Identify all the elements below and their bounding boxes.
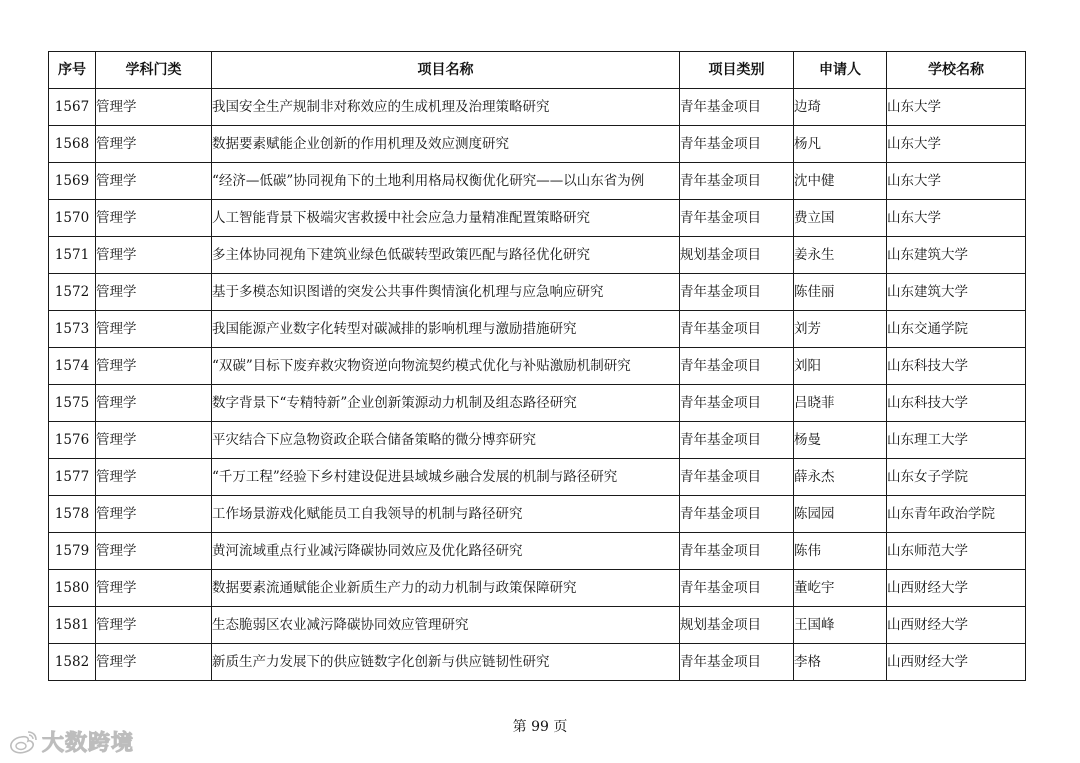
cell-serial-number: 1577: [49, 459, 96, 496]
cell-applicant: 费立国: [794, 200, 887, 237]
table-row: [49, 570, 1026, 607]
cell-discipline: 管理学: [96, 385, 212, 422]
cell-school-name: 山东交通学院: [887, 311, 1026, 348]
cell-discipline: 管理学: [96, 459, 212, 496]
cell-applicant: 杨凡: [794, 126, 887, 163]
cell-project-name: “双碳”目标下废弃救灾物资逆向物流契约模式优化与补贴激励机制研究: [212, 348, 680, 385]
cell-school-name: 山东建筑大学: [887, 274, 1026, 311]
table-row: [49, 163, 1026, 200]
table-row: [49, 533, 1026, 570]
header-serial-number: 序号: [49, 52, 96, 89]
cell-applicant: 边琦: [794, 89, 887, 126]
header-school-name: 学校名称: [887, 52, 1026, 89]
cell-discipline: 管理学: [96, 570, 212, 607]
cell-project-name: 多主体协同视角下建筑业绿色低碳转型政策匹配与路径优化研究: [212, 237, 680, 274]
cell-project-category: 青年基金项目: [680, 385, 794, 422]
table-row: [49, 496, 1026, 533]
cell-discipline: 管理学: [96, 237, 212, 274]
cell-project-category: 青年基金项目: [680, 459, 794, 496]
cell-discipline: 管理学: [96, 644, 212, 681]
table-body: [49, 89, 1026, 681]
cell-school-name: 山东理工大学: [887, 422, 1026, 459]
cell-discipline: 管理学: [96, 200, 212, 237]
cell-project-name: 人工智能背景下极端灾害救援中社会应急力量精准配置策略研究: [212, 200, 680, 237]
table-row: [49, 126, 1026, 163]
cell-applicant: 王国峰: [794, 607, 887, 644]
cell-serial-number: 1567: [49, 89, 96, 126]
cell-serial-number: 1574: [49, 348, 96, 385]
cell-applicant: 薛永杰: [794, 459, 887, 496]
cell-project-category: 青年基金项目: [680, 496, 794, 533]
cell-school-name: 山东女子学院: [887, 459, 1026, 496]
cell-serial-number: 1576: [49, 422, 96, 459]
cell-serial-number: 1572: [49, 274, 96, 311]
cell-project-name: “千万工程”经验下乡村建设促进县域城乡融合发展的机制与路径研究: [212, 459, 680, 496]
cell-serial-number: 1578: [49, 496, 96, 533]
cell-applicant: 董屹宇: [794, 570, 887, 607]
table-row: [49, 311, 1026, 348]
cell-school-name: 山东大学: [887, 89, 1026, 126]
cell-project-category: 青年基金项目: [680, 533, 794, 570]
cell-applicant: 刘芳: [794, 311, 887, 348]
cell-serial-number: 1571: [49, 237, 96, 274]
cell-serial-number: 1570: [49, 200, 96, 237]
watermark: [8, 726, 134, 757]
cell-applicant: 吕晓菲: [794, 385, 887, 422]
cell-applicant: 陈园园: [794, 496, 887, 533]
cell-discipline: 管理学: [96, 533, 212, 570]
cell-discipline: 管理学: [96, 126, 212, 163]
cell-applicant: 刘阳: [794, 348, 887, 385]
cell-school-name: 山西财经大学: [887, 644, 1026, 681]
cell-applicant: 姜永生: [794, 237, 887, 274]
cell-discipline: 管理学: [96, 274, 212, 311]
table-row: [49, 385, 1026, 422]
table-row: [49, 422, 1026, 459]
cell-project-name: 工作场景游戏化赋能员工自我领导的机制与路径研究: [212, 496, 680, 533]
table-row: [49, 348, 1026, 385]
cell-project-category: 规划基金项目: [680, 237, 794, 274]
cell-project-category: 青年基金项目: [680, 348, 794, 385]
table-row: [49, 459, 1026, 496]
cell-project-category: 青年基金项目: [680, 422, 794, 459]
cell-school-name: 山西财经大学: [887, 570, 1026, 607]
cell-discipline: 管理学: [96, 348, 212, 385]
table-row: [49, 237, 1026, 274]
header-project-category: 项目类别: [680, 52, 794, 89]
cell-school-name: 山东科技大学: [887, 385, 1026, 422]
table-row: [49, 274, 1026, 311]
cell-project-name: 生态脆弱区农业减污降碳协同效应管理研究: [212, 607, 680, 644]
table-row: [49, 607, 1026, 644]
cell-project-name: 我国安全生产规制非对称效应的生成机理及治理策略研究: [212, 89, 680, 126]
cell-project-category: 青年基金项目: [680, 126, 794, 163]
cell-serial-number: 1568: [49, 126, 96, 163]
cell-discipline: 管理学: [96, 163, 212, 200]
header-discipline: 学科门类: [96, 52, 212, 89]
cell-project-category: 规划基金项目: [680, 607, 794, 644]
cell-project-name: 数据要素流通赋能企业新质生产力的动力机制与政策保障研究: [212, 570, 680, 607]
cell-school-name: 山东大学: [887, 163, 1026, 200]
cell-applicant: 陈伟: [794, 533, 887, 570]
table-row: [49, 644, 1026, 681]
cell-serial-number: 1579: [49, 533, 96, 570]
cell-discipline: 管理学: [96, 311, 212, 348]
cell-serial-number: 1581: [49, 607, 96, 644]
cell-project-category: 青年基金项目: [680, 570, 794, 607]
cell-serial-number: 1582: [49, 644, 96, 681]
cell-project-name: 我国能源产业数字化转型对碳减排的影响机理与激励措施研究: [212, 311, 680, 348]
cell-applicant: 沈中健: [794, 163, 887, 200]
cell-school-name: 山东科技大学: [887, 348, 1026, 385]
cell-project-name: 平灾结合下应急物资政企联合储备策略的微分博弈研究: [212, 422, 680, 459]
table-row: [49, 200, 1026, 237]
cell-project-category: 青年基金项目: [680, 89, 794, 126]
cell-serial-number: 1573: [49, 311, 96, 348]
cell-school-name: 山东大学: [887, 200, 1026, 237]
cell-project-category: 青年基金项目: [680, 274, 794, 311]
cell-serial-number: 1569: [49, 163, 96, 200]
table-header-row: [49, 52, 1026, 89]
cell-school-name: 山东师范大学: [887, 533, 1026, 570]
table-row: [49, 89, 1026, 126]
cell-project-name: “经济—低碳”协同视角下的土地利用格局权衡优化研究——以山东省为例: [212, 163, 680, 200]
cell-project-category: 青年基金项目: [680, 644, 794, 681]
cell-applicant: 杨曼: [794, 422, 887, 459]
cell-discipline: 管理学: [96, 89, 212, 126]
cell-school-name: 山西财经大学: [887, 607, 1026, 644]
cell-discipline: 管理学: [96, 422, 212, 459]
header-applicant: 申请人: [794, 52, 887, 89]
cell-project-name: 数据要素赋能企业创新的作用机理及效应测度研究: [212, 126, 680, 163]
cell-discipline: 管理学: [96, 496, 212, 533]
cell-project-category: 青年基金项目: [680, 311, 794, 348]
weibo-logo-icon: [8, 729, 38, 755]
cell-project-category: 青年基金项目: [680, 163, 794, 200]
header-project-name: 项目名称: [212, 52, 680, 89]
cell-discipline: 管理学: [96, 607, 212, 644]
cell-school-name: 山东青年政治学院: [887, 496, 1026, 533]
cell-applicant: 陈佳丽: [794, 274, 887, 311]
cell-project-name: 新质生产力发展下的供应链数字化创新与供应链韧性研究: [212, 644, 680, 681]
watermark-text: 大数跨境: [42, 731, 135, 756]
cell-applicant: 李格: [794, 644, 887, 681]
cell-project-category: 青年基金项目: [680, 200, 794, 237]
project-list-table: [48, 51, 1026, 681]
cell-project-name: 基于多模态知识图谱的突发公共事件舆情演化机理与应急响应研究: [212, 274, 680, 311]
cell-project-name: 数字背景下“专精特新”企业创新策源动力机制及组态路径研究: [212, 385, 680, 422]
cell-school-name: 山东大学: [887, 126, 1026, 163]
page-number: 第 99 页: [512, 719, 568, 735]
cell-serial-number: 1575: [49, 385, 96, 422]
cell-project-name: 黄河流域重点行业减污降碳协同效应及优化路径研究: [212, 533, 680, 570]
cell-school-name: 山东建筑大学: [887, 237, 1026, 274]
cell-serial-number: 1580: [49, 570, 96, 607]
